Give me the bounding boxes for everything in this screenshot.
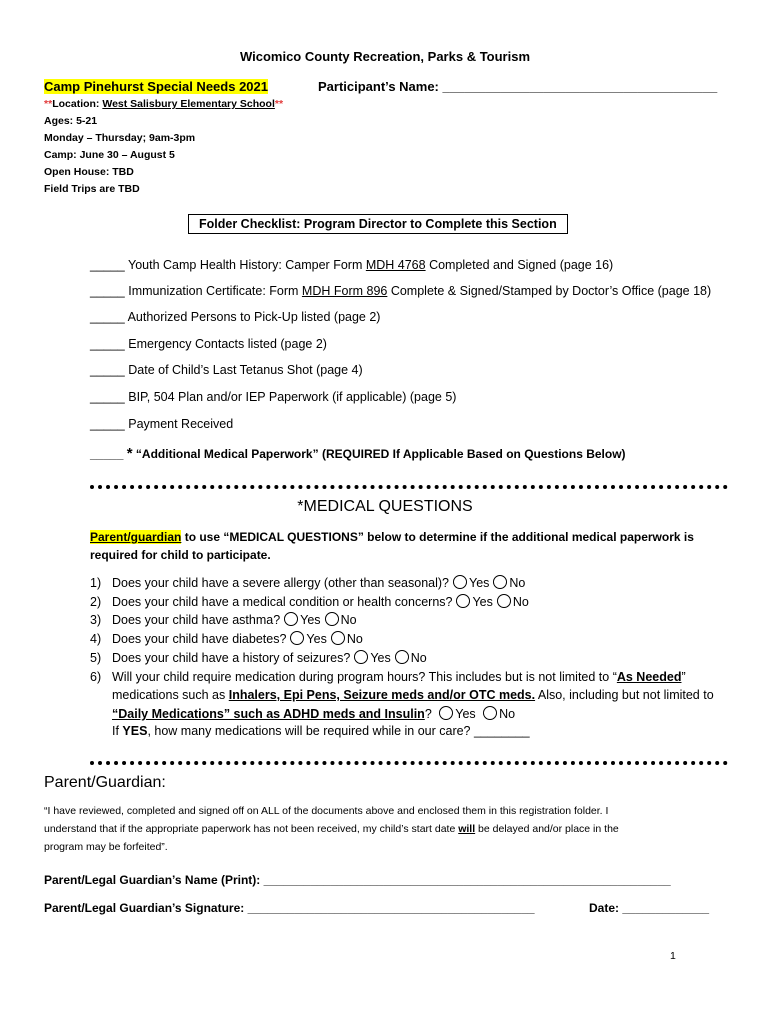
checklist-blank: _____	[90, 284, 125, 298]
checklist-item-text: Date of Child’s Last Tetanus Shot (page 4)	[128, 363, 363, 377]
question-number: 1)	[90, 576, 102, 590]
q6-text: Will your child require medication during program hours? This includes but is not limited to “	[112, 670, 617, 684]
question-6-line3	[112, 706, 515, 721]
form-reference: MDH 4768	[365, 258, 426, 272]
guardian-signature-field[interactable]: Parent/Legal Guardian’s Signature: ___________________________________________	[44, 901, 535, 915]
daily-medications-text: “Daily Medications” such as ADHD meds and Insulin	[112, 707, 425, 721]
checklist-item-text: Youth Camp Health History: Camper Form	[128, 258, 366, 272]
no-radio[interactable]	[497, 594, 511, 608]
question-6-line4[interactable]	[112, 724, 530, 738]
no-radio[interactable]	[395, 650, 409, 664]
guardian-name-field[interactable]: Parent/Legal Guardian’s Name (Print): _____________________________________________________________	[44, 873, 671, 887]
guardian-statement-2	[44, 823, 619, 835]
question-number: 5)	[90, 651, 102, 665]
checklist-item-text-post: Completed and Signed (page 16)	[425, 258, 614, 272]
yes-label: Yes	[455, 707, 476, 721]
checklist-item-text: Payment Received	[128, 417, 234, 431]
no-label: No	[410, 651, 427, 665]
location-value: West Salisbury Elementary School	[102, 98, 275, 110]
statement-text: understand that if the appropriate paperwork has not been received, my child’s start date	[44, 823, 459, 835]
question-3	[90, 612, 357, 627]
question-6	[90, 670, 686, 684]
checklist-item-text: Immunization Certificate: Form	[128, 284, 302, 298]
question-text: Does your child have asthma?	[112, 613, 281, 627]
yes-radio[interactable]	[456, 594, 470, 608]
no-label: No	[499, 707, 516, 721]
yes-label: Yes	[370, 651, 391, 665]
form-reference: MDH Form 896	[301, 284, 388, 298]
yes-label: Yes	[469, 576, 490, 590]
no-radio[interactable]	[493, 575, 507, 589]
no-label: No	[509, 576, 526, 590]
checklist-item[interactable]	[90, 417, 233, 431]
intro-rest: to use “MEDICAL QUESTIONS” below to determine if the additional medical paperwork is	[181, 530, 694, 544]
checklist-item-text: Emergency Contacts listed (page 2)	[128, 337, 327, 351]
guardian-title: Parent/Guardian:	[44, 774, 166, 791]
yes-radio[interactable]	[284, 612, 298, 626]
question-number: 2)	[90, 595, 102, 609]
additional-paperwork-text: “Additional Medical Paperwork” (REQUIRED If Applicable Based on Questions Below)	[135, 447, 626, 461]
checklist-title: Folder Checklist: Program Director to Complete this Section	[188, 214, 568, 234]
no-label: No	[346, 632, 363, 646]
guardian-statement-1: “I have reviewed, completed and signed off on ALL of the documents above and enclosed them in this registration folder. I	[44, 805, 609, 817]
as-needed-text: As Needed	[616, 670, 682, 684]
q6-line2-text: medications such as	[112, 688, 229, 702]
q6-line2-post: Also, including but not limited to	[535, 688, 714, 702]
no-radio[interactable]	[331, 631, 345, 645]
yes-label: Yes	[306, 632, 327, 646]
question-text: Does your child have a medical condition or health concerns?	[112, 595, 453, 609]
location-label: Location:	[52, 98, 103, 110]
yes-radio[interactable]	[453, 575, 467, 589]
page-number: 1	[670, 950, 676, 962]
yes-label: Yes	[472, 595, 493, 609]
will-text: will	[458, 823, 476, 835]
question-2	[90, 594, 529, 609]
checklist-item[interactable]	[90, 390, 456, 404]
question-4	[90, 631, 363, 646]
medication-examples: Inhalers, Epi Pens, Seizure meds and/or OTC meds.	[228, 688, 536, 702]
checklist-blank: _____	[90, 390, 125, 404]
checklist-item[interactable]	[90, 284, 711, 298]
no-label: No	[512, 595, 529, 609]
checklist-blank: _____	[90, 417, 125, 431]
dotted-divider	[90, 761, 728, 765]
question-5	[90, 650, 427, 665]
medication-count-field: , how many medications will be required while in our care? ________	[147, 724, 530, 738]
question-text: Does your child have a history of seizures?	[112, 651, 351, 665]
yes-radio[interactable]	[354, 650, 368, 664]
question-number: 4)	[90, 632, 102, 646]
checklist-blank: _____	[90, 258, 125, 272]
star-mark: *	[126, 445, 133, 462]
camp-dates-line: Camp: June 30 – August 5	[44, 149, 175, 161]
checklist-blank: _____	[90, 337, 125, 351]
additional-paperwork-item[interactable]	[90, 445, 626, 462]
statement-post: be delayed and/or place in the	[475, 823, 619, 835]
days-line: Monday – Thursday; 9am-3pm	[44, 132, 196, 144]
guardian-statement-3: program may be forfeited”.	[44, 841, 168, 853]
checklist-item-text-post: Complete & Signed/Stamped by Doctor’s Office (page 18)	[387, 284, 712, 298]
camp-title: Camp Pinehurst Special Needs 2021	[44, 79, 268, 94]
dotted-divider	[90, 485, 728, 489]
stars-left: **	[44, 98, 53, 110]
question-6-line2	[112, 688, 714, 702]
org-title: Wicomico County Recreation, Parks & Tourism	[239, 49, 531, 64]
medical-intro	[90, 530, 694, 544]
question-number: 3)	[90, 613, 102, 627]
no-radio[interactable]	[325, 612, 339, 626]
checklist-item-text: BIP, 504 Plan and/or IEP Paperwork (if applicable) (page 5)	[128, 390, 457, 404]
no-radio[interactable]	[483, 706, 497, 720]
ages-line: Ages: 5-21	[44, 115, 98, 127]
yes-radio[interactable]	[439, 706, 453, 720]
question-text: Does your child have a severe allergy (other than seasonal)?	[112, 576, 449, 590]
open-house-line: Open House: TBD	[44, 166, 134, 178]
field-trips-line: Field Trips are TBD	[44, 183, 140, 195]
parent-guardian-highlight: Parent/guardian	[90, 530, 182, 544]
checklist-item[interactable]	[90, 310, 380, 324]
q6-quote: ”	[681, 670, 686, 684]
if-text: If	[112, 724, 123, 738]
checklist-blank: _____	[90, 363, 125, 377]
checklist-blank: _____	[90, 447, 124, 461]
participant-name-field[interactable]: Participant’s Name: ______________________________________	[318, 79, 718, 94]
yes-bold: YES	[122, 724, 148, 738]
location-line	[44, 98, 283, 110]
checklist-item[interactable]	[90, 337, 327, 351]
q6-qmark: ?	[424, 707, 432, 721]
checklist-item[interactable]	[90, 363, 363, 377]
question-text: Does your child have diabetes?	[112, 632, 287, 646]
question-1	[90, 575, 525, 590]
medical-questions-title: *MEDICAL QUESTIONS	[297, 498, 473, 515]
date-field[interactable]: Date: _____________	[589, 901, 710, 915]
checklist-item-text: Authorized Persons to Pick-Up listed (page 2)	[127, 310, 381, 324]
question-number: 6)	[90, 670, 102, 684]
yes-radio[interactable]	[290, 631, 304, 645]
checklist-item[interactable]	[90, 258, 613, 272]
checklist-blank: _____	[90, 310, 125, 324]
medical-intro-line2: required for child to participate.	[90, 548, 271, 562]
yes-label: Yes	[300, 613, 321, 627]
stars-right: **	[274, 98, 284, 110]
no-label: No	[340, 613, 357, 627]
